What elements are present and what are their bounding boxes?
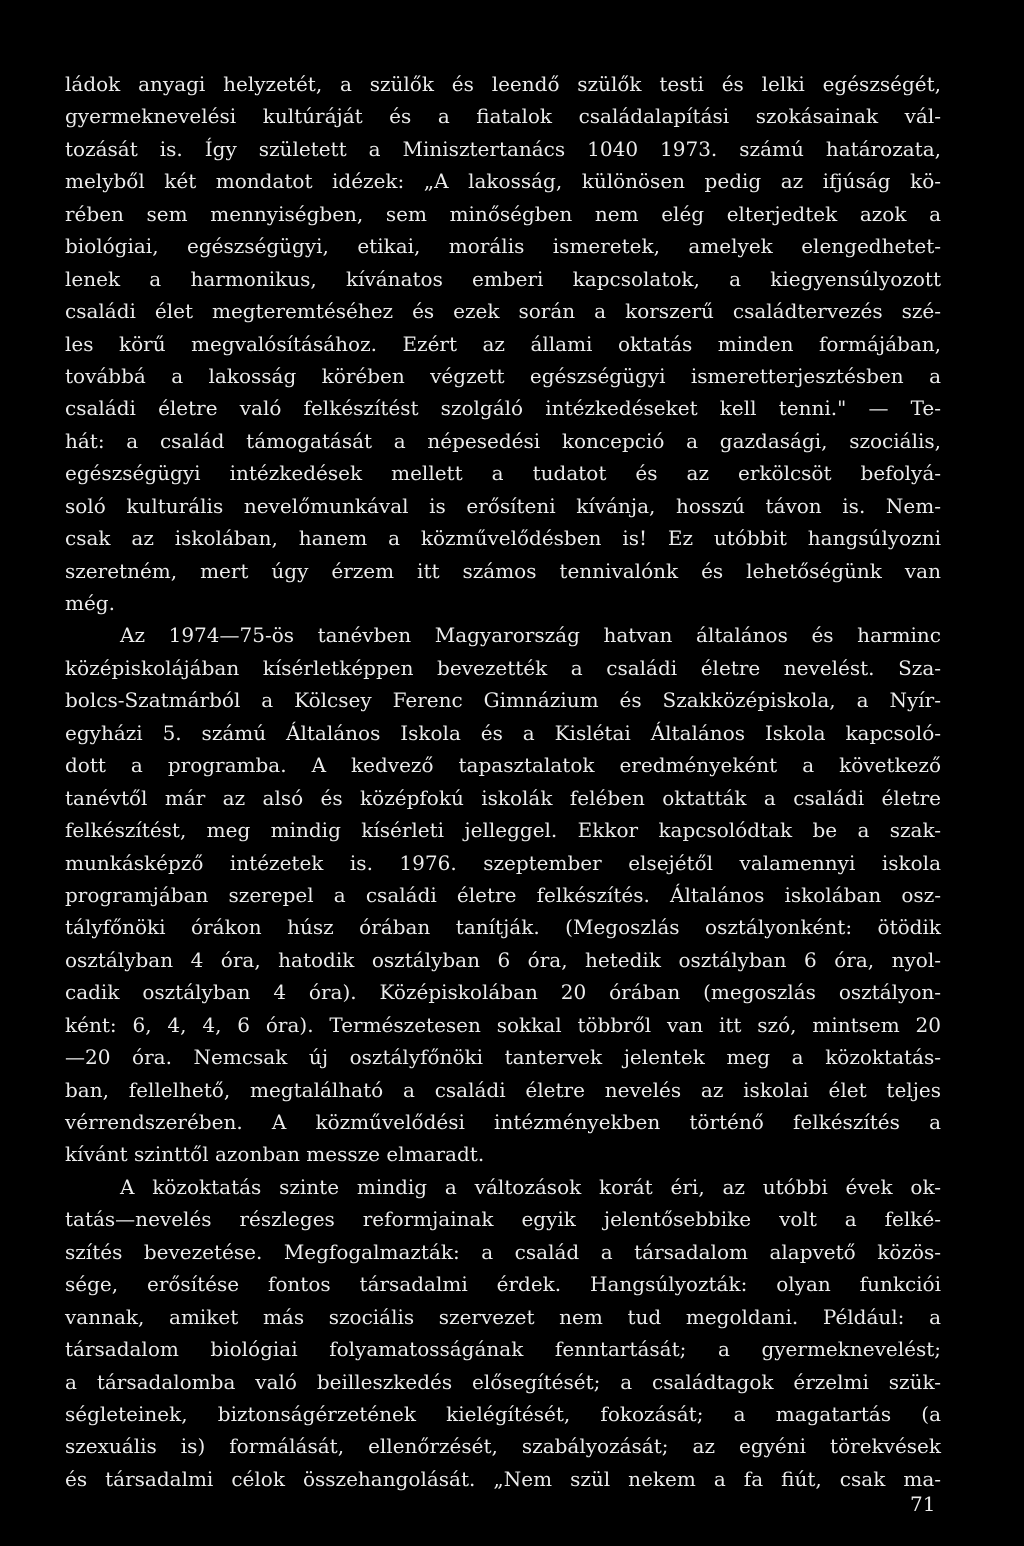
text-line: kívánt szinttől azonban messze elmaradt. bbox=[65, 1142, 485, 1167]
text-line: sége, erősítése fontos társadalmi érdek. Hangsúlyozták: olyan funkciói bbox=[65, 1272, 941, 1297]
text-line: lenek a harmonikus, kívánatos emberi kapcsolatok, a kiegyensúlyozott bbox=[65, 266, 941, 291]
text-line: vannak, amiket más szociális szervezet nem tud megoldani. Például: a bbox=[65, 1304, 941, 1329]
text-line: biológiai, egészségügyi, etikai, morális ismeretek, amelyek elengedhetet- bbox=[65, 234, 941, 259]
text-line: ségleteinek, biztonságérzetének kielégítését, fokozását; a magatartás (a bbox=[65, 1401, 941, 1426]
text-line: tályfőnöki órákon húsz órában tanítják. (Megoszlás osztályonként: ötödik bbox=[65, 915, 941, 940]
text-line: vérrendszerében. A közművelődési intézményekben történő felkészítés a bbox=[65, 1110, 941, 1134]
text-line: egyházi 5. számú Általános Iskola és a Kislétai Általános Iskola kapcsoló- bbox=[65, 720, 941, 745]
text-line: társadalom biológiai folyamatosságának fenntartását; a gyermeknevelést; bbox=[65, 1337, 941, 1362]
text-line: a társadalomba való beilleszkedés elősegítését; a családtagok érzelmi szük- bbox=[65, 1369, 941, 1394]
text-line: ban, fellelhető, megtalálható a családi életre nevelés az iskolai élet teljes bbox=[65, 1077, 941, 1102]
text-line: —20 óra. Nemcsak új osztályfőnöki tantervek jelentek meg a közoktatás- bbox=[65, 1045, 941, 1070]
body-text bbox=[65, 68, 941, 1495]
text-line: és társadalmi célok összehangolását. „Nem szül nekem a fa fiút, csak ma- bbox=[65, 1466, 941, 1491]
text-line: bolcs-Szatmárból a Kölcsey Ferenc Gimnázium és Szakközépiskola, a Nyír- bbox=[65, 688, 941, 713]
text-line: munkásképző intézetek is. 1976. szeptember elsejétől valamennyi iskola bbox=[65, 850, 941, 875]
text-line: még. bbox=[65, 591, 115, 615]
text-line: tatás—nevelés részleges reformjainak egyik jelentősebbike volt a felké- bbox=[65, 1207, 941, 1232]
text-line: családi élet megteremtéséhez és ezek során a korszerű családtervezés szé- bbox=[65, 299, 941, 324]
text-line: felkészítést, meg mindig kísérleti jelleggel. Ekkor kapcsolódtak be a szak- bbox=[65, 818, 941, 843]
text-line: ként: 6, 4, 4, 6 óra). Természetesen sokkal többről van itt szó, mintsem 20 bbox=[65, 1012, 941, 1037]
text-line: programjában szerepel a családi életre felkészítés. Általános iskolában osz- bbox=[65, 882, 941, 907]
page-number: 71 bbox=[910, 1492, 936, 1516]
text-line: csak az iskolában, hanem a közművelődésben is! Ez utóbbit hangsúlyozni bbox=[65, 526, 941, 551]
text-line: középiskolájában kísérletképpen bevezették a családi életre nevelést. Sza- bbox=[65, 655, 941, 680]
text-line: melyből két mondatot idézek: „A lakosság, különösen pedig az ifjúság kö- bbox=[65, 169, 941, 194]
text-line: ládok anyagi helyzetét, a szülők és leendő szülők testi és lelki egészségét, bbox=[65, 72, 941, 96]
text-line: családi életre való felkészítést szolgáló intézkedéseket kell tenni." — Te- bbox=[65, 396, 941, 421]
text-line: szeretném, mert úgy érzem itt számos tennivalónk és lehetőségünk van bbox=[65, 558, 941, 583]
text-line: egészségügyi intézkedések mellett a tudatot és az erkölcsöt befolyá- bbox=[65, 461, 941, 486]
text-line: A közoktatás szinte mindig a változások korát éri, az utóbbi évek ok- bbox=[120, 1174, 941, 1199]
text-line: tozását is. Így született a Minisztertanács 1040 1973. számú határozata, bbox=[65, 136, 941, 161]
text-line: továbbá a lakosság körében végzett egészségügyi ismeretterjesztésben a bbox=[65, 363, 941, 388]
text-line: soló kulturális nevelőmunkával is erősíteni kívánja, hosszú távon is. Nem- bbox=[65, 493, 941, 518]
text-line: tanévtől már az alsó és középfokú iskolák felében oktatták a családi életre bbox=[65, 785, 941, 810]
text-line: hát: a család támogatását a népesedési koncepció a gazdasági, szociális, bbox=[65, 428, 941, 453]
text-line: Az 1974—75-ös tanévben Magyarország hatvan általános és harminc bbox=[120, 623, 941, 648]
text-line: gyermeknevelési kultúráját és a fiatalok családalapítási szokásainak vál- bbox=[65, 104, 941, 129]
text-line: szexuális is) formálását, ellenőrzését, szabályozását; az egyéni törekvések bbox=[65, 1434, 941, 1459]
text-line: rében sem mennyiségben, sem minőségben nem elég elterjedtek azok a bbox=[65, 201, 941, 226]
text-line: osztályban 4 óra, hatodik osztályban 6 óra, hetedik osztályban 6 óra, nyol- bbox=[65, 947, 941, 972]
text-line: cadik osztályban 4 óra). Középiskolában 20 órában (megoszlás osztályon- bbox=[65, 980, 941, 1005]
text-line: dott a programba. A kedvező tapasztalatok eredményeként a következő bbox=[65, 753, 941, 778]
text-line: les körű megvalósításához. Ezért az állami oktatás minden formájában, bbox=[65, 331, 941, 356]
text-line: szítés bevezetése. Megfogalmazták: a család a társadalom alapvető közös- bbox=[65, 1239, 941, 1264]
